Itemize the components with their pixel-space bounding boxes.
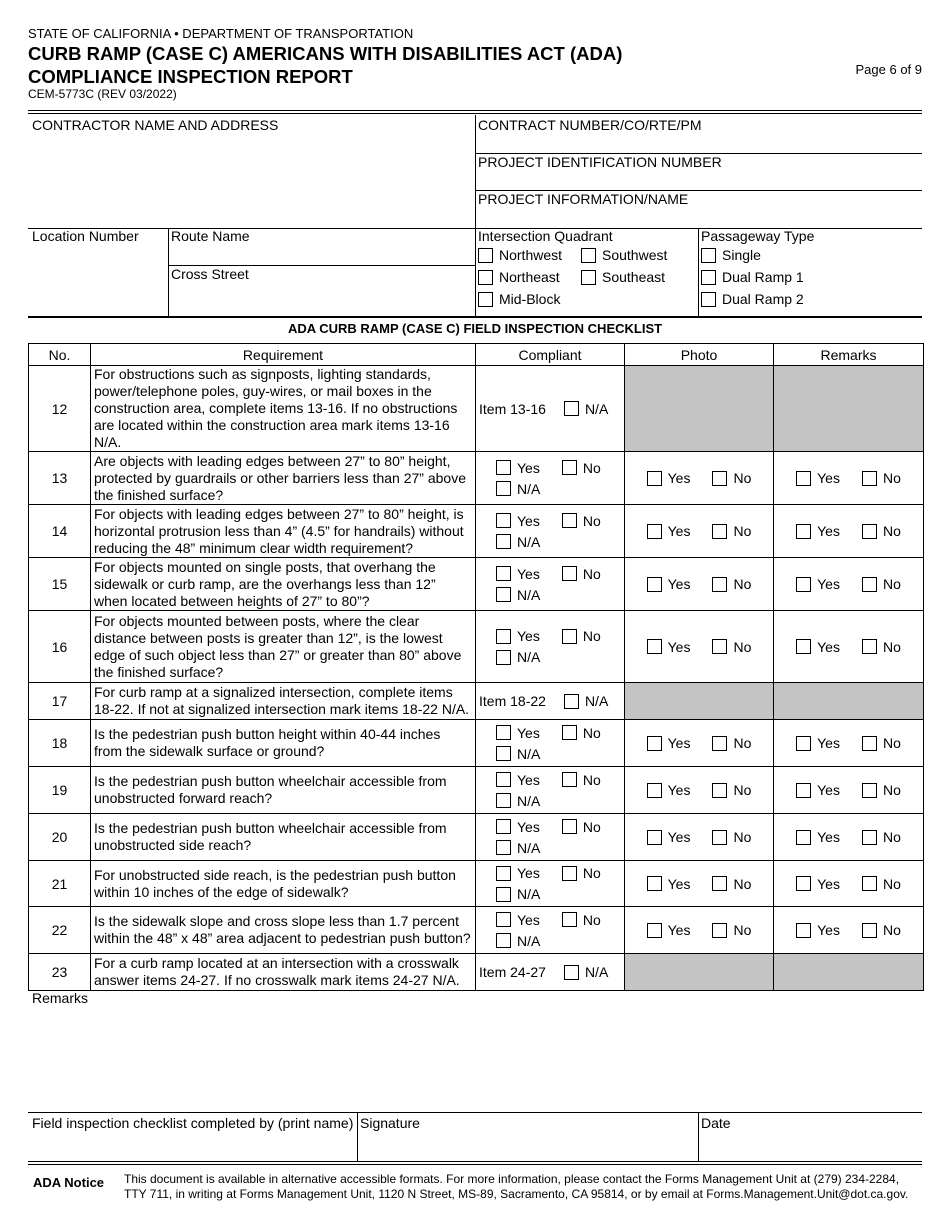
row-requirement: For objects with leading edges between 27” to 80” height, is horizontal protrusion less than 4” (4.5” for handrails) without reducing the 48” minimum clear width requirement? bbox=[91, 505, 476, 558]
checkbox[interactable] bbox=[647, 783, 662, 798]
compliant-cell bbox=[476, 907, 625, 954]
photo-cell bbox=[625, 366, 774, 452]
photo-yes-no bbox=[625, 876, 773, 892]
compliant-cell bbox=[476, 861, 625, 907]
item-range: Item 13-16 bbox=[479, 400, 546, 417]
checkbox[interactable] bbox=[712, 639, 727, 654]
row-number: 19 bbox=[29, 767, 91, 814]
table-row bbox=[29, 814, 924, 861]
yes-label: Yes bbox=[517, 865, 540, 881]
no-label: No bbox=[882, 735, 901, 751]
checkbox[interactable] bbox=[496, 746, 511, 761]
photo-yes-no bbox=[625, 470, 773, 486]
checkbox[interactable] bbox=[862, 524, 877, 539]
checkbox[interactable] bbox=[647, 639, 662, 654]
row-requirement: Are objects with leading edges between 27” to 80” height, protected by guardrails or other barriers less than 27” above the finished surface? bbox=[91, 452, 476, 505]
checkbox[interactable] bbox=[496, 772, 511, 787]
divider bbox=[28, 316, 922, 318]
yes-label: Yes bbox=[517, 565, 540, 582]
no-label: No bbox=[882, 638, 901, 655]
photo-cell bbox=[625, 505, 774, 558]
photo-cell bbox=[625, 907, 774, 954]
compliant-cell bbox=[476, 954, 625, 991]
no-label: No bbox=[582, 512, 601, 529]
yes-label: Yes bbox=[517, 911, 540, 928]
checkbox[interactable] bbox=[647, 736, 662, 751]
yes-label: Yes bbox=[517, 771, 540, 788]
yes-label: Yes bbox=[667, 782, 691, 798]
yes-label: Yes bbox=[517, 459, 540, 476]
checkbox[interactable] bbox=[701, 292, 716, 307]
divider bbox=[475, 228, 476, 317]
divider bbox=[357, 1112, 358, 1161]
checkbox[interactable] bbox=[647, 524, 662, 539]
checkbox[interactable] bbox=[796, 577, 811, 592]
no-label: No bbox=[882, 523, 901, 539]
date-field[interactable]: Date bbox=[701, 1115, 731, 1131]
na-label: N/A bbox=[517, 533, 541, 550]
checkbox[interactable] bbox=[862, 736, 877, 751]
yes-label: Yes bbox=[667, 735, 691, 751]
checklist-title: ADA CURB RAMP (CASE C) FIELD INSPECTION CHECKLIST bbox=[287, 321, 663, 336]
col-header-photo: Photo bbox=[625, 344, 774, 366]
no-label: No bbox=[733, 638, 752, 655]
remarks-cell bbox=[774, 767, 924, 814]
contractor-field[interactable]: CONTRACTOR NAME AND ADDRESS bbox=[32, 117, 279, 133]
checkbox[interactable] bbox=[712, 876, 727, 891]
checkbox[interactable] bbox=[862, 471, 877, 486]
checkbox[interactable] bbox=[647, 471, 662, 486]
contract-number-field[interactable]: CONTRACT NUMBER/CO/RTE/PM bbox=[478, 117, 702, 133]
table-row bbox=[29, 767, 924, 814]
form-number: CEM-5773C (REV 03/2022) bbox=[28, 87, 177, 101]
checkbox[interactable] bbox=[496, 912, 511, 927]
yes-label: Yes bbox=[667, 470, 691, 486]
checkbox[interactable] bbox=[496, 725, 511, 740]
na-label: N/A bbox=[517, 745, 541, 762]
remarks-cell bbox=[774, 611, 924, 683]
yes-label: Yes bbox=[517, 512, 540, 529]
checkbox[interactable] bbox=[796, 876, 811, 891]
checkbox[interactable] bbox=[796, 639, 811, 654]
remarks-yes-no bbox=[774, 782, 923, 798]
remarks-yes-no bbox=[774, 639, 923, 655]
row-number: 22 bbox=[29, 907, 91, 954]
no-label: No bbox=[733, 576, 752, 592]
yes-label: Yes bbox=[817, 470, 840, 486]
remarks-yes-no bbox=[774, 829, 923, 845]
form-title-line1: CURB RAMP (CASE C) AMERICANS WITH DISABILITIES ACT (ADA) bbox=[28, 43, 623, 64]
form-title-line2: COMPLIANCE INSPECTION REPORT bbox=[28, 66, 353, 87]
checkbox[interactable] bbox=[564, 694, 579, 709]
remarks-cell bbox=[774, 505, 924, 558]
yes-label: Yes bbox=[817, 782, 840, 798]
checkbox[interactable] bbox=[478, 270, 493, 285]
remarks-yes-no bbox=[774, 470, 923, 486]
remarks-cell bbox=[774, 954, 924, 991]
no-label: No bbox=[582, 724, 601, 741]
checkbox[interactable] bbox=[647, 923, 662, 938]
remarks-cell bbox=[774, 814, 924, 861]
checkbox[interactable] bbox=[562, 772, 577, 787]
no-label: No bbox=[582, 565, 601, 582]
compliant-cell bbox=[476, 452, 625, 505]
checkbox[interactable] bbox=[712, 830, 727, 845]
checkbox[interactable] bbox=[496, 534, 511, 549]
photo-yes-no bbox=[625, 639, 773, 655]
photo-cell bbox=[625, 558, 774, 611]
na-label: N/A bbox=[584, 693, 609, 709]
checkbox[interactable] bbox=[562, 566, 577, 581]
checkbox[interactable] bbox=[496, 866, 511, 881]
project-info-field[interactable]: PROJECT INFORMATION/NAME bbox=[478, 191, 689, 207]
photo-cell bbox=[625, 452, 774, 505]
yes-label: Yes bbox=[817, 829, 840, 845]
na-label: N/A bbox=[584, 964, 609, 980]
row-requirement: Is the pedestrian push button wheelchair accessible from unobstructed forward reach? bbox=[91, 767, 476, 814]
ada-notice-label: ADA Notice bbox=[33, 1175, 105, 1190]
photo-yes-no bbox=[625, 576, 773, 592]
no-label: No bbox=[733, 922, 752, 938]
no-label: No bbox=[882, 829, 901, 845]
na-label: N/A bbox=[517, 792, 541, 809]
table-row bbox=[29, 558, 924, 611]
photo-yes-no bbox=[625, 829, 773, 845]
row-requirement: For objects mounted on single posts, that overhang the sidewalk or curb ramp, are the overhangs less than 12” when located between heights of 27” to 80”? bbox=[91, 558, 476, 611]
quadrant-mid-block[interactable]: Mid-Block bbox=[478, 291, 560, 307]
checkbox[interactable] bbox=[496, 793, 511, 808]
checkbox[interactable] bbox=[562, 866, 577, 881]
form-title bbox=[28, 42, 622, 88]
row-requirement: For objects mounted between posts, where the clear distance between posts is greater than 12”, is the lowest edge of such object less than 27” or greater than 80” above the finished surface? bbox=[91, 611, 476, 683]
remarks-yes-no bbox=[774, 876, 923, 892]
checkbox[interactable] bbox=[712, 736, 727, 751]
remarks-cell bbox=[774, 683, 924, 720]
checkbox[interactable] bbox=[862, 923, 877, 938]
checkbox[interactable] bbox=[796, 736, 811, 751]
checkbox[interactable] bbox=[796, 830, 811, 845]
checkbox[interactable] bbox=[562, 460, 577, 475]
project-id-field[interactable]: PROJECT IDENTIFICATION NUMBER bbox=[478, 154, 722, 170]
col-header-compliant: Compliant bbox=[476, 344, 625, 366]
checkbox[interactable] bbox=[712, 923, 727, 938]
photo-cell bbox=[625, 814, 774, 861]
checkbox[interactable] bbox=[564, 401, 579, 416]
header-divider bbox=[28, 110, 922, 114]
checkbox[interactable] bbox=[647, 876, 662, 891]
row-requirement: For curb ramp at a signalized intersection, complete items 18-22. If not at signalized intersection mark items 18-22 N/A. bbox=[91, 683, 476, 720]
compliant-cell bbox=[476, 366, 625, 452]
table-row bbox=[29, 366, 924, 452]
yes-label: Yes bbox=[517, 818, 540, 835]
checkbox[interactable] bbox=[496, 566, 511, 581]
no-label: No bbox=[882, 875, 901, 892]
no-label: No bbox=[882, 782, 901, 798]
remarks-yes-no bbox=[774, 523, 923, 539]
table-row bbox=[29, 683, 924, 720]
compliant-cell bbox=[476, 767, 625, 814]
checkbox[interactable] bbox=[701, 270, 716, 285]
yes-label: Yes bbox=[517, 724, 540, 741]
na-label: N/A bbox=[584, 400, 609, 417]
checkbox[interactable] bbox=[796, 524, 811, 539]
checkbox[interactable] bbox=[647, 577, 662, 592]
yes-label: Yes bbox=[817, 735, 840, 751]
checkbox[interactable] bbox=[564, 965, 579, 980]
photo-yes-no bbox=[625, 735, 773, 751]
checkbox[interactable] bbox=[562, 629, 577, 644]
no-label: No bbox=[582, 911, 601, 928]
checkbox[interactable] bbox=[712, 783, 727, 798]
table-row bbox=[29, 907, 924, 954]
compliant-cell bbox=[476, 683, 625, 720]
yes-label: Yes bbox=[817, 523, 840, 539]
remarks-cell bbox=[774, 907, 924, 954]
yes-label: Yes bbox=[667, 829, 691, 845]
quadrant-northeast[interactable]: Northeast bbox=[478, 269, 560, 285]
col-header-no: No. bbox=[29, 344, 91, 366]
checkbox[interactable] bbox=[862, 577, 877, 592]
na-label: N/A bbox=[517, 480, 541, 497]
row-number: 20 bbox=[29, 814, 91, 861]
remarks-yes-no bbox=[774, 735, 923, 751]
row-number: 13 bbox=[29, 452, 91, 505]
passageway-dual-ramp-1[interactable]: Dual Ramp 1 bbox=[701, 269, 804, 285]
remarks-field[interactable]: Remarks bbox=[32, 990, 89, 1006]
checkbox[interactable] bbox=[862, 639, 877, 654]
checkbox[interactable] bbox=[796, 783, 811, 798]
checkbox[interactable] bbox=[647, 830, 662, 845]
checkbox[interactable] bbox=[862, 876, 877, 891]
remarks-yes-no bbox=[774, 922, 923, 938]
table-row bbox=[29, 954, 924, 991]
photo-cell bbox=[625, 767, 774, 814]
photo-yes-no bbox=[625, 782, 773, 798]
signature-field[interactable]: Signature bbox=[360, 1115, 420, 1131]
ada-notice-text: This document is available in alternative accessible formats. For more information, please contact the Forms Management Unit at (279) 234-2284, TTY 711, in writing at Forms Management Unit, 1120 N Street, MS-89, Sacramento, CA 95814, or by email at Forms.Management.Unit@dot.ca.gov. bbox=[124, 1172, 909, 1201]
checkbox[interactable] bbox=[796, 923, 811, 938]
remarks-cell bbox=[774, 558, 924, 611]
na-label: N/A bbox=[517, 649, 541, 665]
checklist-table bbox=[28, 343, 924, 991]
checkbox[interactable] bbox=[712, 524, 727, 539]
yes-label: Yes bbox=[667, 576, 691, 592]
checkbox[interactable] bbox=[796, 471, 811, 486]
table-row bbox=[29, 505, 924, 558]
checkbox[interactable] bbox=[496, 481, 511, 496]
yes-label: Yes bbox=[817, 576, 840, 592]
checkbox[interactable] bbox=[496, 887, 511, 902]
photo-cell bbox=[625, 861, 774, 907]
no-label: No bbox=[733, 470, 752, 486]
no-label: No bbox=[582, 818, 601, 835]
footer-divider bbox=[28, 1161, 922, 1165]
cross-street-field[interactable]: Cross Street bbox=[171, 266, 249, 282]
no-label: No bbox=[733, 875, 752, 892]
row-requirement: For unobstructed side reach, is the pedestrian push button within 10 inches of the edge of sidewalk? bbox=[91, 861, 476, 907]
row-number: 21 bbox=[29, 861, 91, 907]
no-label: No bbox=[582, 459, 601, 476]
compliant-cell bbox=[476, 558, 625, 611]
photo-cell bbox=[625, 683, 774, 720]
checkbox[interactable] bbox=[478, 292, 493, 307]
checkbox[interactable] bbox=[496, 819, 511, 834]
row-number: 18 bbox=[29, 720, 91, 767]
yes-label: Yes bbox=[817, 638, 840, 655]
checkbox[interactable] bbox=[496, 587, 511, 602]
checkbox[interactable] bbox=[496, 840, 511, 855]
yes-label: Yes bbox=[667, 638, 691, 655]
checkbox[interactable] bbox=[581, 248, 596, 263]
route-name-field[interactable]: Route Name bbox=[171, 228, 250, 244]
no-label: No bbox=[733, 523, 752, 539]
remarks-cell bbox=[774, 720, 924, 767]
checkbox[interactable] bbox=[712, 471, 727, 486]
row-requirement: Is the pedestrian push button wheelchair accessible from unobstructed side reach? bbox=[91, 814, 476, 861]
checkbox[interactable] bbox=[712, 577, 727, 592]
no-label: No bbox=[733, 782, 752, 798]
yes-label: Yes bbox=[517, 628, 540, 644]
checkbox[interactable] bbox=[562, 513, 577, 528]
remarks-cell bbox=[774, 861, 924, 907]
row-number: 23 bbox=[29, 954, 91, 991]
checkbox[interactable] bbox=[496, 933, 511, 948]
remarks-cell bbox=[774, 366, 924, 452]
row-requirement: Is the sidewalk slope and cross slope less than 1.7 percent within the 48” x 48” area adjacent to pedestrian push button? bbox=[91, 907, 476, 954]
table-row bbox=[29, 611, 924, 683]
checkbox[interactable] bbox=[581, 270, 596, 285]
checkbox[interactable] bbox=[562, 912, 577, 927]
yes-label: Yes bbox=[667, 523, 691, 539]
checkbox[interactable] bbox=[701, 248, 716, 263]
location-number-field[interactable]: Location Number bbox=[32, 228, 139, 244]
remarks-yes-no bbox=[774, 576, 923, 592]
item-range: Item 24-27 bbox=[479, 964, 546, 980]
checkbox[interactable] bbox=[496, 460, 511, 475]
checkbox[interactable] bbox=[862, 783, 877, 798]
no-label: No bbox=[733, 829, 752, 845]
divider bbox=[698, 1112, 699, 1161]
divider bbox=[28, 1112, 922, 1113]
row-number: 14 bbox=[29, 505, 91, 558]
quadrant-southeast[interactable]: Southeast bbox=[581, 269, 665, 285]
quadrant-northwest[interactable]: Northwest bbox=[478, 247, 562, 263]
col-header-requirement: Requirement bbox=[91, 344, 476, 366]
checkbox[interactable] bbox=[862, 830, 877, 845]
passageway-dual-ramp-2[interactable]: Dual Ramp 2 bbox=[701, 291, 804, 307]
no-label: No bbox=[582, 771, 601, 788]
na-label: N/A bbox=[517, 586, 541, 603]
passageway-single[interactable]: Single bbox=[701, 247, 761, 263]
table-row bbox=[29, 861, 924, 907]
checkbox[interactable] bbox=[562, 819, 577, 834]
divider bbox=[168, 228, 169, 317]
row-number: 12 bbox=[29, 366, 91, 452]
table-row bbox=[29, 720, 924, 767]
compliant-cell bbox=[476, 611, 625, 683]
row-number: 16 bbox=[29, 611, 91, 683]
table-row bbox=[29, 452, 924, 505]
checkbox[interactable] bbox=[478, 248, 493, 263]
checkbox[interactable] bbox=[496, 513, 511, 528]
row-number: 17 bbox=[29, 683, 91, 720]
no-label: No bbox=[733, 735, 752, 751]
divider bbox=[698, 228, 699, 317]
checkbox[interactable] bbox=[496, 629, 511, 644]
compliant-cell bbox=[476, 720, 625, 767]
row-requirement: For a curb ramp located at an intersection with a crosswalk answer items 24-27. If no crosswalk mark items 24-27 N/A. bbox=[91, 954, 476, 991]
row-number: 15 bbox=[29, 558, 91, 611]
agency-line: STATE OF CALIFORNIA • DEPARTMENT OF TRANSPORTATION bbox=[28, 26, 414, 41]
photo-yes-no bbox=[625, 922, 773, 938]
yes-label: Yes bbox=[667, 922, 691, 938]
na-label: N/A bbox=[517, 932, 541, 949]
compliant-cell bbox=[476, 505, 625, 558]
quadrant-label: Intersection Quadrant bbox=[478, 228, 613, 244]
item-range: Item 18-22 bbox=[479, 693, 546, 709]
remarks-cell bbox=[774, 452, 924, 505]
col-header-remarks: Remarks bbox=[774, 344, 924, 366]
no-label: No bbox=[882, 922, 901, 938]
row-requirement: For obstructions such as signposts, lighting standards, power/telephone poles, guy-wires, or mail boxes in the construction area, complete items 13-16. If no obstructions are located within the construction area mark items 13-16 N/A. bbox=[91, 366, 476, 452]
info-divider bbox=[475, 115, 476, 228]
no-label: No bbox=[582, 628, 601, 644]
yes-label: Yes bbox=[667, 875, 691, 892]
row-requirement: Is the pedestrian push button height within 40-44 inches from the sidewalk surface or ground? bbox=[91, 720, 476, 767]
table-header-row bbox=[29, 344, 924, 366]
quadrant-southwest[interactable]: Southwest bbox=[581, 247, 667, 263]
passageway-label: Passageway Type bbox=[701, 228, 815, 244]
yes-label: Yes bbox=[817, 922, 840, 938]
photo-cell bbox=[625, 954, 774, 991]
photo-cell bbox=[625, 720, 774, 767]
checkbox[interactable] bbox=[496, 650, 511, 665]
photo-yes-no bbox=[625, 523, 773, 539]
checkbox[interactable] bbox=[562, 725, 577, 740]
completed-by-field[interactable]: Field inspection checklist completed by (print name) bbox=[32, 1115, 354, 1131]
compliant-cell bbox=[476, 814, 625, 861]
page-number: Page 6 of 9 bbox=[855, 62, 922, 77]
no-label: No bbox=[882, 470, 901, 486]
yes-label: Yes bbox=[817, 875, 840, 892]
no-label: No bbox=[882, 576, 901, 592]
no-label: No bbox=[582, 865, 601, 881]
photo-cell bbox=[625, 611, 774, 683]
na-label: N/A bbox=[517, 839, 541, 856]
na-label: N/A bbox=[517, 886, 541, 902]
